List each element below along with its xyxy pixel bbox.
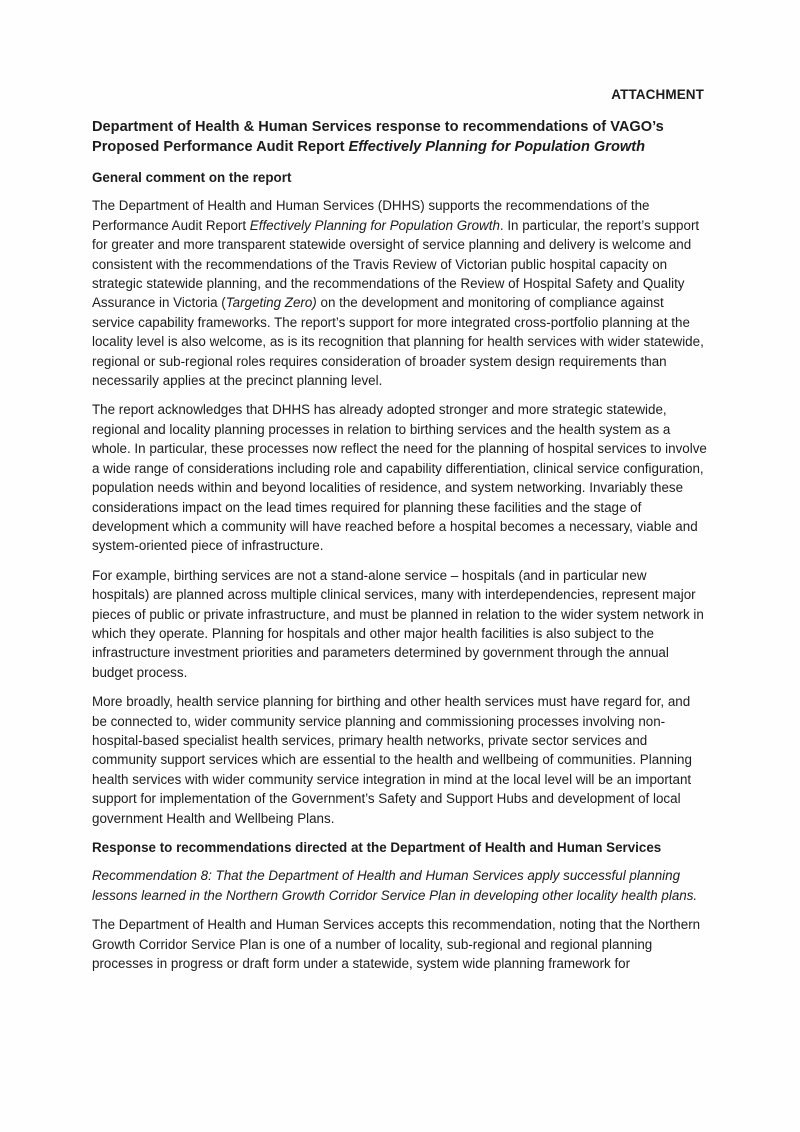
title-line-2-prefix: Proposed Performance Audit Report xyxy=(92,139,349,155)
title-line-1: Department of Health & Human Services response to recommendations of VAGO’s xyxy=(92,119,664,135)
document-body xyxy=(92,117,707,983)
response-paragraph-1: The Department of Health and Human Services accepts this recommendation, noting that the Northern Growth Corridor Service Plan is one of a number of locality, sub-regional and regional planning processes in progress or draft form under a statewide, system wide planning framework for xyxy=(92,917,701,972)
gp1-text-e: on the development and monitoring of compliance against service capability frameworks. The report’s support for more integrated cross-portfolio planning at the locality level is also welcome, as is its recognition that planning for health services with wider statewide, regional or sub-regional roles requires consideration of broader system design requirements than necessarily applies at the precinct planning level. xyxy=(92,295,704,389)
general-comment-heading: General comment on the report xyxy=(92,170,292,185)
title-line-2-report-name: Effectively Planning for Population Growth xyxy=(348,139,646,155)
general-paragraph-1 xyxy=(92,196,707,390)
attachment-label: ATTACHMENT xyxy=(611,87,704,102)
gp1-report-name: Effectively Planning for Population Growth xyxy=(249,217,500,233)
general-paragraph-2: The report acknowledges that DHHS has already adopted stronger and more strategic statewide, regional and locality planning processes in relation to birthing services and the health system as a whole. In particular, these processes now reflect the need for the planning of hospital services to involve a wide range of considerations including role and capability differentiation, clinical service configuration, population needs within and beyond localities of residence, and system networking. Invariably these considerations impact on the lead times required for planning these facilities and the stage of development which a community will have reached before a hospital becomes a necessary, viable and system-oriented piece of infrastructure. xyxy=(92,402,707,554)
gp1-targeting-zero: Targeting Zero) xyxy=(225,295,317,311)
gp1-text-c: . In particular, the report’s support for greater and more transparent statewide oversight of service planning and delivery is welcome and consistent with the recommendations of the Travis Review of Victorian public hospital capacity on strategic statewide planning, and the recommendations of the Review of Hospital Safety and Quality Assurance in Victoria ( xyxy=(92,217,700,311)
general-paragraph-4: More broadly, health service planning for birthing and other health services must have regard for, and be connected to, wider community service planning and commissioning processes involving non-hospital-based specialist health services, primary health networks, private sector services and community support services which are essential to the health and wellbeing of communities. Planning health services with wider community service integration in mind at the local level will be an important support for implementation of the Government’s Safety and Support Hubs and development of local government Health and Wellbeing Plans. xyxy=(92,694,692,826)
general-paragraph-3: For example, birthing services are not a stand-alone service – hospitals (and in particular new hospitals) are planned across multiple clinical services, many with interdependencies, represent major pieces of public or private infrastructure, and must be planned in relation to the wider system network in which they operate. Planning for hospitals and other major health facilities is also subject to the infrastructure investment priorities and parameters determined by government through the annual budget process. xyxy=(92,567,704,680)
response-heading: Response to recommendations directed at the Department of Health and Human Services xyxy=(92,840,662,855)
document-title xyxy=(92,117,707,157)
gp1-text-a: The Department of Health and Human Services (DHHS) supports the recommendations of the Performance Audit Report xyxy=(92,198,650,233)
recommendation-8: Recommendation 8: That the Department of Health and Human Services apply successful planning lessons learned in the Northern Growth Corridor Service Plan in developing other locality health plans. xyxy=(92,868,698,903)
